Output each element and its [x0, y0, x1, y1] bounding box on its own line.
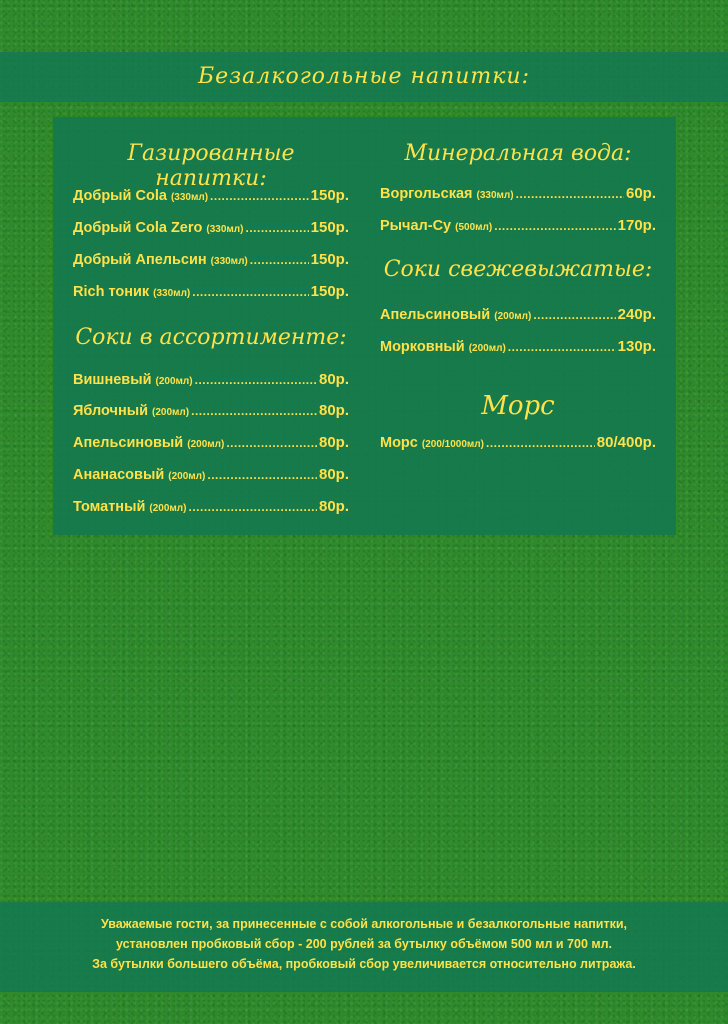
menu-item — [73, 466, 349, 488]
menu-item — [380, 434, 656, 456]
item-name: Рычал-Су — [380, 218, 452, 234]
menu-item — [73, 219, 349, 241]
leader-dots — [516, 187, 624, 201]
item-volume: (200/1000мл) — [421, 439, 484, 450]
item-volume: (200мл) — [155, 376, 193, 387]
leader-dots — [207, 468, 317, 482]
menu-item — [73, 283, 349, 305]
item-price: 60р. — [625, 185, 656, 202]
leader-dots — [210, 189, 309, 203]
menu-item — [380, 338, 656, 360]
item-price: 80р. — [318, 402, 349, 419]
item-price: 150р. — [310, 187, 349, 204]
item-name: Морковный — [380, 339, 465, 355]
menu-item — [380, 185, 656, 207]
item-price: 150р. — [310, 283, 349, 300]
item-name: Воргольская — [380, 186, 473, 202]
item-volume: (330мл) — [476, 190, 514, 201]
leader-dots — [195, 373, 317, 387]
item-volume: (500мл) — [455, 222, 493, 233]
item-price: 80/400р. — [596, 434, 656, 451]
item-name: Добрый Cola Zero — [73, 220, 203, 236]
leader-dots — [188, 500, 317, 514]
leader-dots — [486, 436, 595, 450]
menu-item — [73, 498, 349, 520]
footer-band — [0, 902, 728, 992]
item-price: 80р. — [318, 434, 349, 451]
item-volume: (200мл) — [468, 343, 506, 354]
menu-item — [380, 306, 656, 328]
leader-dots — [191, 404, 317, 418]
item-name: Вишневый — [73, 372, 152, 388]
notice-line: Уважаемые гости, за принесенные с собой алкогольные и безалкогольные напитки, — [100, 917, 628, 931]
item-name: Добрый Cola — [73, 188, 167, 204]
menu-item — [73, 434, 349, 456]
header-band — [0, 52, 728, 102]
item-name: Апельсиновый — [380, 307, 491, 323]
section-title-water: Минеральная вода: — [404, 141, 632, 166]
leader-dots — [494, 219, 615, 233]
item-price: 80р. — [318, 466, 349, 483]
item-price: 240р. — [617, 306, 656, 323]
item-volume: (200мл) — [494, 311, 532, 322]
item-volume: (200мл) — [168, 471, 206, 482]
leader-dots — [533, 308, 615, 322]
section-title-fresh: Соки свежевыжатые: — [383, 257, 653, 282]
item-name: Томатный — [73, 499, 146, 515]
menu-item — [73, 371, 349, 393]
item-volume: (330мл) — [206, 224, 244, 235]
section-title-mors: Морс — [481, 391, 555, 421]
leader-dots — [250, 253, 309, 267]
corkage-notice — [0, 914, 728, 974]
page-title: Безалкогольные напитки: — [198, 64, 530, 89]
section-title-juices: Соки в ассортименте: — [75, 325, 347, 350]
menu-item — [73, 402, 349, 424]
menu-item — [73, 187, 349, 209]
item-name: Морс — [380, 435, 418, 451]
item-price: 80р. — [318, 371, 349, 388]
item-price: 170р. — [617, 217, 656, 234]
item-name: Добрый Апельсин — [73, 252, 207, 268]
section-title-soda: Газированные напитки: — [127, 141, 295, 191]
item-name: Апельсиновый — [73, 435, 184, 451]
notice-line: За бутылки большего объёма, пробковый сбор увеличивается относительно литража. — [92, 957, 636, 971]
item-price: 80р. — [318, 498, 349, 515]
item-price: 150р. — [310, 251, 349, 268]
notice-line: установлен пробковый сбор - 200 рублей за бутылку объёмом 500 мл и 700 мл. — [115, 937, 613, 951]
item-volume: (200мл) — [149, 503, 187, 514]
menu-item — [380, 217, 656, 239]
item-volume: (200мл) — [187, 439, 225, 450]
item-price: 150р. — [310, 219, 349, 236]
item-volume: (330мл) — [153, 288, 191, 299]
menu-item — [73, 251, 349, 273]
item-name: Rich тоник — [73, 284, 150, 300]
menu-panel — [53, 117, 676, 535]
leader-dots — [226, 436, 317, 450]
item-volume: (200мл) — [152, 407, 190, 418]
item-volume: (330мл) — [210, 256, 248, 267]
leader-dots — [245, 221, 308, 235]
item-name: Ананасовый — [73, 467, 165, 483]
item-name: Яблочный — [73, 403, 149, 419]
leader-dots — [192, 285, 308, 299]
item-volume: (330мл) — [170, 192, 209, 203]
leader-dots — [508, 340, 616, 354]
item-price: 130р. — [617, 338, 656, 355]
